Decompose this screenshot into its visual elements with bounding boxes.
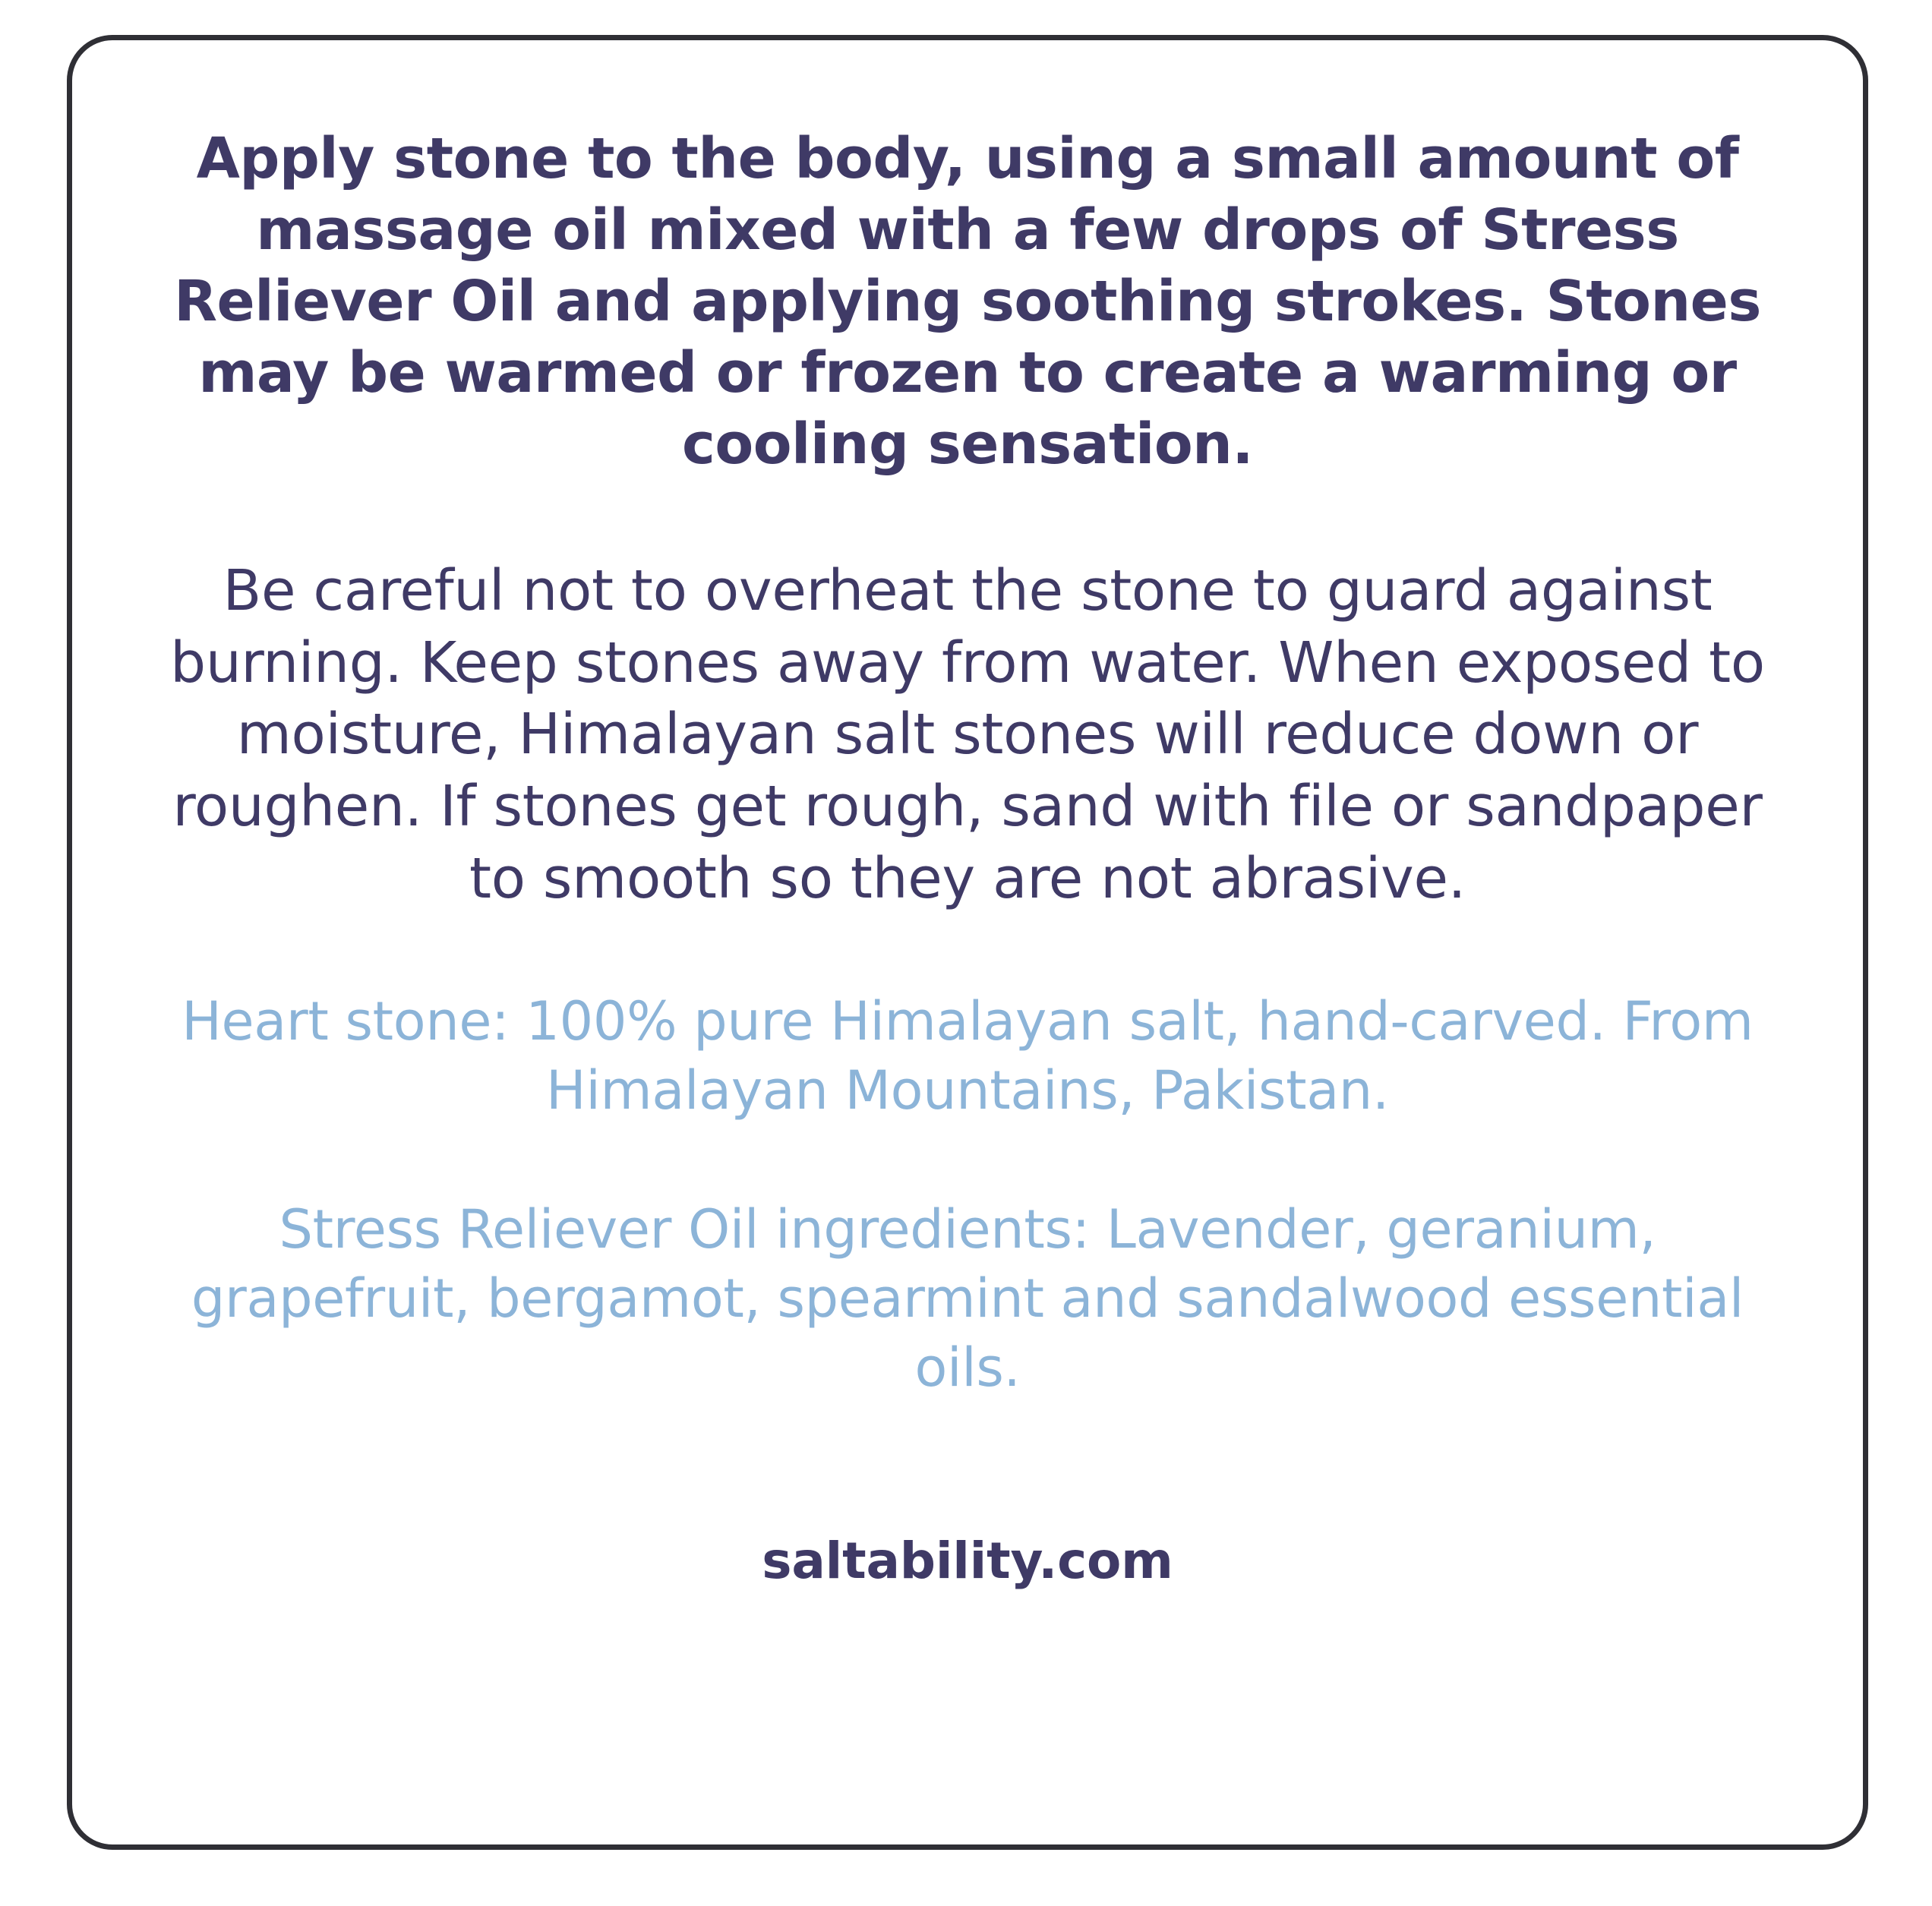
spacer [140, 914, 1795, 987]
usage-instructions-paragraph: Apply stone to the body, using a small amount of massage oil mixed with a few drops of Stress Reliever Oil and applying soothing strokes. Stones may be warmed or frozen to create a warming or cooling sensation. [174, 126, 1761, 477]
care-instructions-paragraph: Be careful not to overheat the stone to guard against burning. Keep stones away from water. When exposed to moisture, Himalayan salt stones will reduce down or roughen. If stones get rough, sand with file or sandpaper to smooth so they are not abrasive. [170, 557, 1765, 911]
label-card [67, 35, 1868, 1850]
stone-origin-paragraph: Heart stone: 100% pure Himalayan salt, hand-carved. From Himalayan Mountains, Pakistan. [182, 990, 1754, 1122]
spacer [140, 1125, 1795, 1195]
website-link[interactable]: saltability.com [762, 1532, 1173, 1591]
spacer [140, 1403, 1795, 1532]
oil-ingredients-paragraph: Stress Reliever Oil ingredients: Lavender, geranium, grapefruit, bergamot, spearmint and sandalwood essential oils. [191, 1198, 1744, 1400]
spacer [140, 481, 1795, 555]
label-content [72, 40, 1863, 1590]
